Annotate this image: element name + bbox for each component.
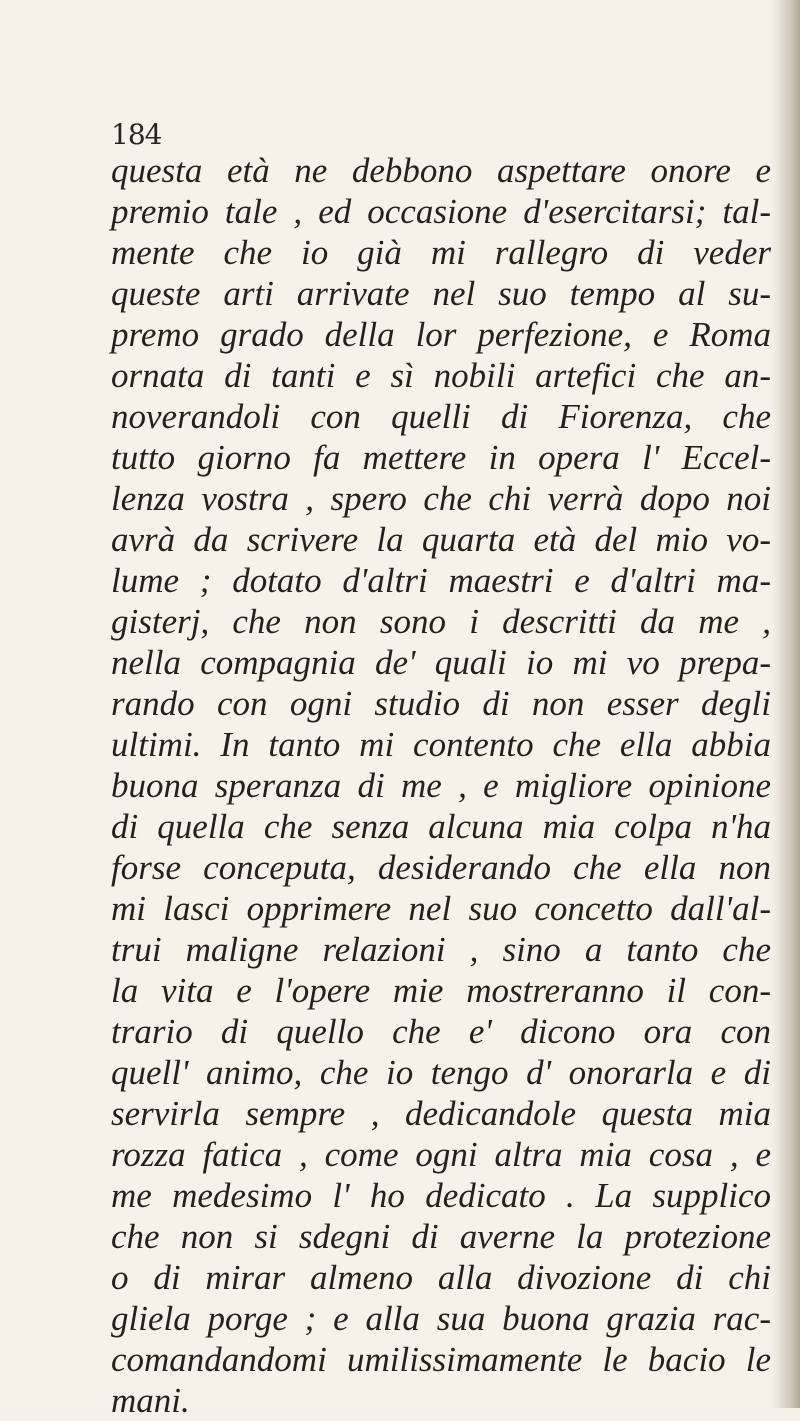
text-line: di quella che senza alcuna mia colpa n'ha xyxy=(111,807,771,846)
text-line: me medesimo l' ho dedicato . La supplico xyxy=(111,1176,771,1215)
text-line: forse conceputa, desiderando che ella non xyxy=(111,848,771,887)
text-line: che non si sdegni di averne la protezione xyxy=(111,1217,771,1256)
text-line: mani. xyxy=(111,1381,190,1420)
text-line: mente che io già mi rallegro di veder xyxy=(111,233,771,272)
text-line: avrà da scrivere la quarta età del mio vo- xyxy=(111,520,771,559)
text-line: mi lasci opprimere nel suo concetto dall'al- xyxy=(111,889,771,928)
body-text xyxy=(111,150,771,1421)
text-line: trui maligne relazioni , sino a tanto che xyxy=(111,930,771,969)
text-line: queste arti arrivate nel suo tempo al su- xyxy=(111,274,771,313)
text-line: servirla sempre , dedicandole questa mia xyxy=(111,1094,771,1133)
text-line: nella compagnia de' quali io mi vo prepa- xyxy=(111,643,771,682)
text-line: ornata di tanti e sì nobili artefici che an- xyxy=(111,356,771,395)
text-line: rando con ogni studio di non esser degli xyxy=(111,684,771,723)
text-line: questa età ne debbono aspettare onore e xyxy=(111,151,771,190)
text-line: quell' animo, che io tengo d' onorarla e di xyxy=(111,1053,771,1092)
text-line: gliela porge ; e alla sua buona grazia rac- xyxy=(111,1299,771,1338)
page-number: 184 xyxy=(111,118,162,151)
text-line: premo grado della lor perfezione, e Roma xyxy=(111,315,771,354)
text-line: tutto giorno fa mettere in opera l' Eccel- xyxy=(111,438,771,477)
text-line: premio tale , ed occasione d'esercitarsi; tal- xyxy=(111,192,771,231)
text-line: comandandomi umilissimamente le bacio le xyxy=(111,1340,771,1379)
text-line: gisterj, che non sono i descritti da me , xyxy=(111,602,771,641)
text-line: buona speranza di me , e migliore opinione xyxy=(111,766,771,805)
text-line: trario di quello che e' dicono ora con xyxy=(111,1012,771,1051)
text-line: lenza vostra , spero che chi verrà dopo noi xyxy=(111,479,771,518)
text-line: o di mirar almeno alla divozione di chi xyxy=(111,1258,771,1297)
text-line: lume ; dotato d'altri maestri e d'altri ma- xyxy=(111,561,771,600)
text-line: ultimi. In tanto mi contento che ella abbia xyxy=(111,725,771,764)
text-line: la vita e l'opere mie mostreranno il con- xyxy=(111,971,771,1010)
text-line: noverandoli con quelli di Fiorenza, che xyxy=(111,397,771,436)
page-edge-shadow xyxy=(774,0,800,1408)
text-line: rozza fatica , come ogni altra mia cosa , e xyxy=(111,1135,771,1174)
